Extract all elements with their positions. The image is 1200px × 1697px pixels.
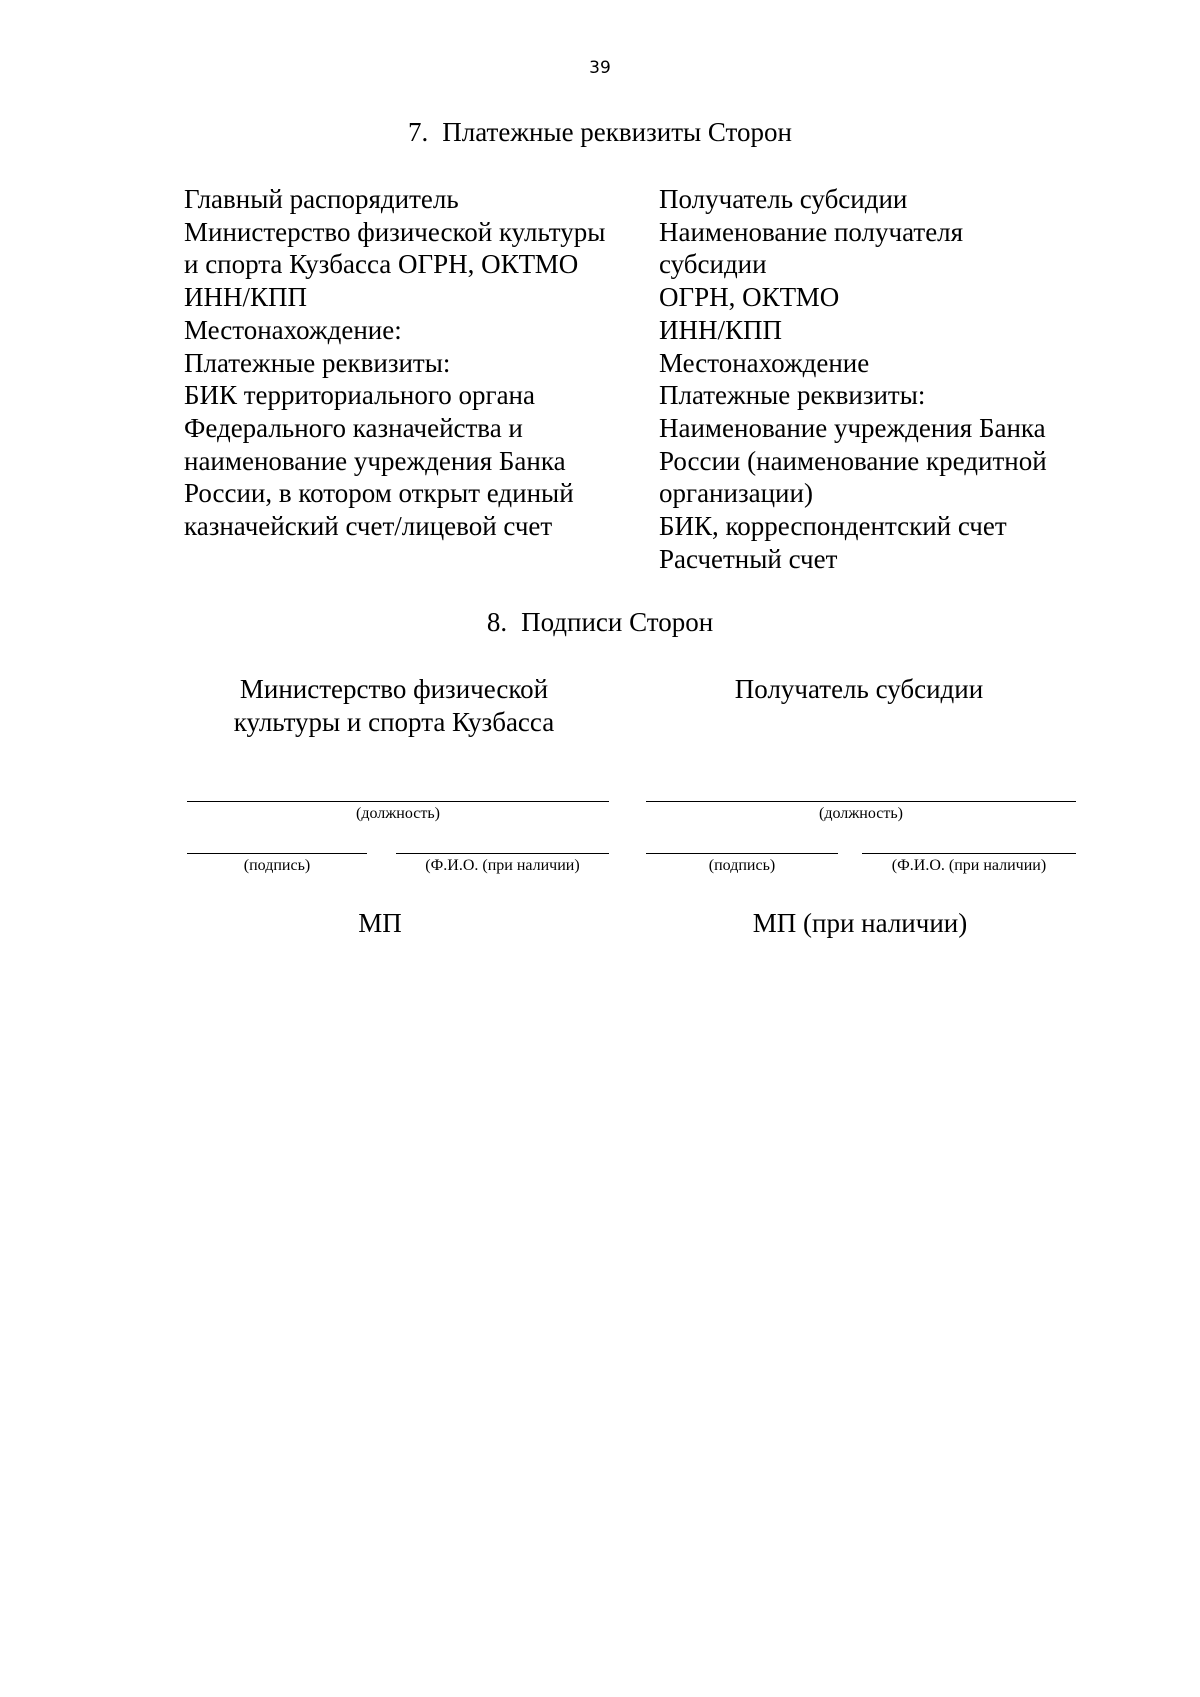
recipient-name-caption: (Ф.И.О. (при наличии) [891,857,1047,874]
recipient-signature-line [646,853,838,854]
ministry-position-line [187,801,609,802]
section-8-heading [0,606,1200,638]
payer-details-line: ИНН/КПП [184,282,308,313]
recipient-details [659,183,1079,575]
payer-details-line: наименование учреждения Банка [184,445,566,476]
recipient-title-line: Получатель субсидии [734,674,984,704]
section-7-number: 7. [408,117,429,147]
recipient-details-line: Расчетный счет [659,543,838,574]
ministry-party-title [184,673,604,739]
recipient-details-line: Платежные реквизиты: [659,380,926,411]
payer-details-line: России, в котором открыт единый [184,478,574,509]
section-7-title: Платежные реквизиты Сторон [442,117,792,147]
section-7-heading [0,116,1200,148]
ministry-title-line: Министерство физической [239,674,549,704]
payer-details-line: БИК территориального органа [184,380,535,411]
payer-details-line: казначейский счет/лицевой счет [184,511,553,542]
payer-details-line: Министерство физической культуры [184,216,606,247]
recipient-details-line: организации) [659,478,813,509]
recipient-details-line: Местонахождение [659,347,870,378]
ministry-name-line [396,853,609,854]
recipient-details-line: Наименование получателя [659,216,964,247]
recipient-details-line: БИК, корреспондентский счет [659,511,1007,542]
recipient-details-line: ОГРН, ОКТМО [659,282,840,313]
payer-details-line: Местонахождение: [184,314,402,345]
recipient-position-caption: (должность) [819,805,903,822]
payer-details-line: Платежные реквизиты: [184,347,451,378]
ministry-name-caption: (Ф.И.О. (при наличии) [425,857,580,874]
page-number: 39 [589,58,611,78]
payer-details-line: Главный распорядитель [184,184,459,214]
payer-details [184,183,644,543]
ministry-title-line: культуры и спорта Кузбасса [233,707,555,737]
ministry-signature-line [187,853,367,854]
ministry-position-caption: (должность) [356,805,440,822]
recipient-details-line: субсидии [659,249,767,280]
ministry-stamp: МП [358,908,402,938]
recipient-party-title [644,673,1074,706]
recipient-details-line: Получатель субсидии [659,184,908,214]
recipient-details-line: России (наименование кредитной [659,445,1047,476]
recipient-signature-caption: (подпись) [708,857,776,874]
recipient-position-line [646,801,1076,802]
recipient-details-line: ИНН/КПП [659,314,783,345]
recipient-name-line [862,853,1076,854]
section-8-title: Подписи Сторон [521,607,714,637]
recipient-stamp: МП (при наличии) [752,908,968,938]
section-8-number: 8. [486,607,508,637]
recipient-details-line: Наименование учреждения Банка [659,412,1046,443]
payer-details-line: и спорта Кузбасса ОГРН, ОКТМО [184,249,579,280]
payer-details-line: Федерального казначейства и [184,412,523,443]
ministry-signature-caption: (подпись) [243,857,311,874]
